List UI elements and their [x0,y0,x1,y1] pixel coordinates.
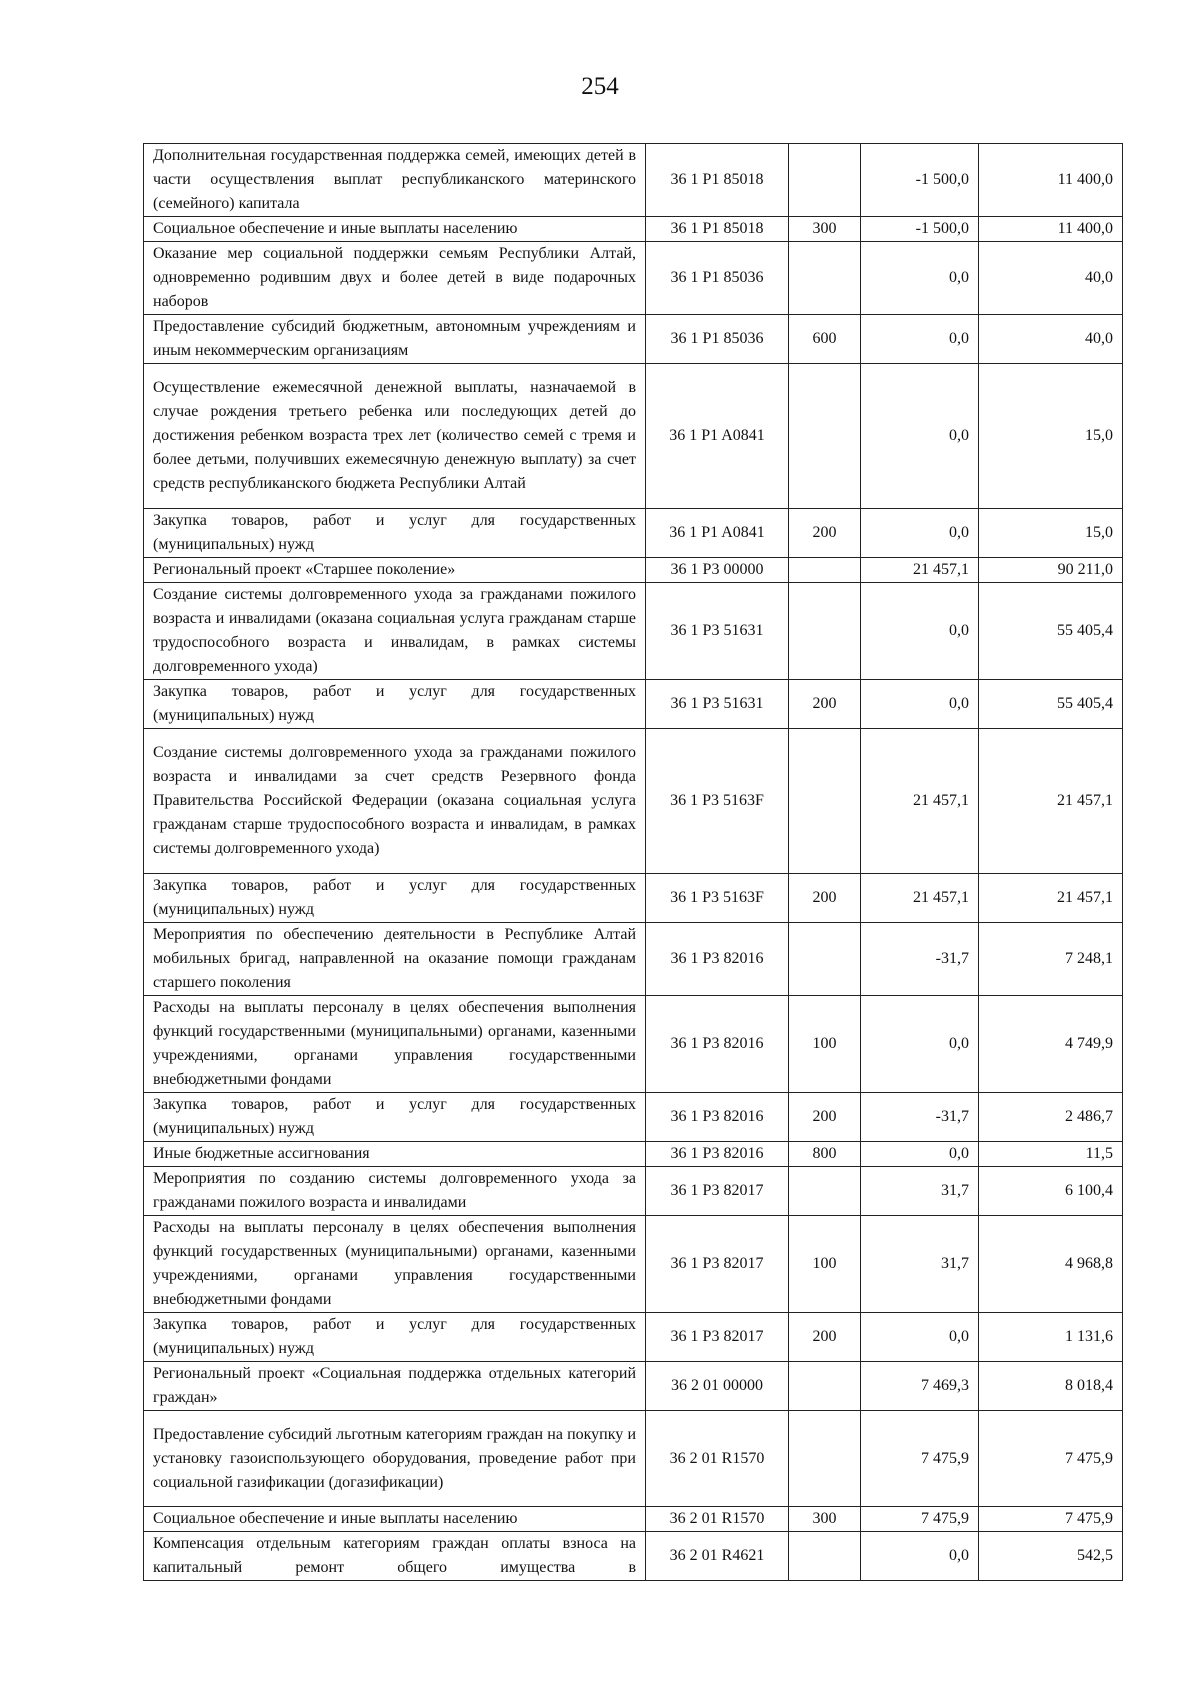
row-expense-type: 100 [789,1216,861,1313]
table-row [144,315,1123,364]
row-total: 7 248,1 [979,923,1123,996]
row-name: Социальное обеспечение и иные выплаты населению [144,217,646,242]
budget-table [143,143,1123,1581]
row-code: 36 1 P3 82016 [646,1142,789,1167]
budget-table-body [144,144,1123,1581]
row-total: 55 405,4 [979,583,1123,680]
row-name: Мероприятия по обеспечению деятельности в Республике Алтай мобильных бригад, направленной на оказание помощи гражданам старшего поколения [144,923,646,996]
row-change: 0,0 [861,1313,979,1362]
row-change: 7 475,9 [861,1411,979,1507]
row-expense-type: 200 [789,680,861,729]
row-total: 40,0 [979,242,1123,315]
row-change: -31,7 [861,923,979,996]
row-code: 36 2 01 R1570 [646,1507,789,1532]
table-row [144,217,1123,242]
row-expense-type: 600 [789,315,861,364]
row-change: 0,0 [861,1142,979,1167]
table-row [144,1216,1123,1313]
row-total: 21 457,1 [979,874,1123,923]
row-code: 36 1 P1 85018 [646,144,789,217]
row-expense-type [789,583,861,680]
row-code: 36 1 P3 82016 [646,923,789,996]
row-total: 11 400,0 [979,144,1123,217]
row-code: 36 1 P3 51631 [646,583,789,680]
row-total: 11 400,0 [979,217,1123,242]
row-total: 7 475,9 [979,1507,1123,1532]
row-expense-type: 300 [789,1507,861,1532]
row-expense-type [789,1411,861,1507]
row-expense-type [789,1167,861,1216]
row-change: 0,0 [861,1532,979,1581]
row-code: 36 1 P1 85036 [646,315,789,364]
row-name: Создание системы долговременного ухода за гражданами пожилого возраста и инвалидами за счет средств Резервного фонда Правительства Российской Федерации (оказана социальная услуга гражданам старше трудоспособного возраста и инвалидам, в рамках системы долговременного ухода) [144,729,646,874]
row-total: 11,5 [979,1142,1123,1167]
row-change: 31,7 [861,1216,979,1313]
row-total: 6 100,4 [979,1167,1123,1216]
row-code: 36 1 P3 82017 [646,1216,789,1313]
row-name: Мероприятия по созданию системы долговременного ухода за гражданами пожилого возраста и инвалидами [144,1167,646,1216]
row-expense-type: 200 [789,509,861,558]
row-change: -31,7 [861,1093,979,1142]
row-expense-type: 200 [789,874,861,923]
row-change: 21 457,1 [861,729,979,874]
row-expense-type [789,1532,861,1581]
row-name: Региональный проект «Социальная поддержка отдельных категорий граждан» [144,1362,646,1411]
table-row [144,1362,1123,1411]
row-name: Предоставление субсидий бюджетным, автономным учреждениям и иным некоммерческим организациям [144,315,646,364]
row-expense-type: 800 [789,1142,861,1167]
row-change: 0,0 [861,315,979,364]
row-expense-type [789,729,861,874]
page-number: 254 [581,73,619,100]
row-change: 0,0 [861,996,979,1093]
row-code: 36 1 P1 85018 [646,217,789,242]
row-code: 36 1 P3 82016 [646,996,789,1093]
row-expense-type [789,144,861,217]
row-total: 55 405,4 [979,680,1123,729]
row-name: Расходы на выплаты персоналу в целях обеспечения выполнения функций государственными (муниципальными) органами, казенными учреждениями, органами управления государственными внебюджетными фондами [144,996,646,1093]
row-change: -1 500,0 [861,217,979,242]
table-row [144,1411,1123,1507]
row-change: 7 469,3 [861,1362,979,1411]
row-total: 2 486,7 [979,1093,1123,1142]
row-change: -1 500,0 [861,144,979,217]
table-row [144,729,1123,874]
row-name: Закупка товаров, работ и услуг для государственных (муниципальных) нужд [144,1093,646,1142]
row-code: 36 1 P3 51631 [646,680,789,729]
row-total: 4 749,9 [979,996,1123,1093]
row-code: 36 1 P3 5163F [646,874,789,923]
row-total: 21 457,1 [979,729,1123,874]
row-name: Региональный проект «Старшее поколение» [144,558,646,583]
row-code: 36 1 P3 82016 [646,1093,789,1142]
row-expense-type [789,558,861,583]
row-name: Оказание мер социальной поддержки семьям Республики Алтай, одновременно родившим двух и более детей в виде подарочных наборов [144,242,646,315]
table-row [144,1313,1123,1362]
row-code: 36 1 P1 A0841 [646,509,789,558]
table-row [144,1167,1123,1216]
row-expense-type: 200 [789,1093,861,1142]
row-name: Закупка товаров, работ и услуг для государственных (муниципальных) нужд [144,680,646,729]
table-row [144,558,1123,583]
row-change: 31,7 [861,1167,979,1216]
table-row [144,874,1123,923]
row-total: 15,0 [979,509,1123,558]
row-change: 0,0 [861,680,979,729]
table-row [144,144,1123,217]
row-expense-type [789,1362,861,1411]
table-row [144,364,1123,509]
row-name: Закупка товаров, работ и услуг для государственных (муниципальных) нужд [144,1313,646,1362]
row-total: 40,0 [979,315,1123,364]
row-change: 21 457,1 [861,558,979,583]
row-name: Закупка товаров, работ и услуг для государственных (муниципальных) нужд [144,509,646,558]
row-total: 90 211,0 [979,558,1123,583]
table-row [144,923,1123,996]
row-name: Компенсация отдельным категориям граждан оплаты взноса на капитальный ремонт общего имущества в [144,1532,646,1581]
row-code: 36 1 P3 82017 [646,1313,789,1362]
row-expense-type: 300 [789,217,861,242]
row-name: Иные бюджетные ассигнования [144,1142,646,1167]
table-row [144,1142,1123,1167]
table-row [144,509,1123,558]
row-expense-type [789,242,861,315]
row-total: 4 968,8 [979,1216,1123,1313]
row-expense-type: 100 [789,996,861,1093]
row-change: 0,0 [861,364,979,509]
row-expense-type [789,923,861,996]
row-expense-type [789,364,861,509]
table-row [144,242,1123,315]
row-code: 36 2 01 R1570 [646,1411,789,1507]
row-name: Дополнительная государственная поддержка семей, имеющих детей в части осуществления выплат республиканского материнского (семейного) капитала [144,144,646,217]
row-name: Создание системы долговременного ухода за гражданами пожилого возраста и инвалидами (оказана социальная услуга гражданам старше трудоспособного возраста и инвалидам, в рамках системы долговременного ухода) [144,583,646,680]
table-row [144,996,1123,1093]
row-code: 36 2 01 00000 [646,1362,789,1411]
row-expense-type: 200 [789,1313,861,1362]
table-row [144,583,1123,680]
row-total: 7 475,9 [979,1411,1123,1507]
row-total: 15,0 [979,364,1123,509]
row-code: 36 1 P3 5163F [646,729,789,874]
row-change: 21 457,1 [861,874,979,923]
row-name: Социальное обеспечение и иные выплаты населению [144,1507,646,1532]
row-code: 36 1 P1 A0841 [646,364,789,509]
row-change: 0,0 [861,509,979,558]
row-code: 36 1 P3 82017 [646,1167,789,1216]
row-change: 7 475,9 [861,1507,979,1532]
row-total: 542,5 [979,1532,1123,1581]
row-code: 36 1 P3 00000 [646,558,789,583]
table-row [144,680,1123,729]
row-code: 36 1 P1 85036 [646,242,789,315]
row-change: 0,0 [861,242,979,315]
table-row [144,1093,1123,1142]
row-name: Осуществление ежемесячной денежной выплаты, назначаемой в случае рождения третьего ребенка или последующих детей до достижения ребенком возраста трех лет (количество семей с тремя и более детьми, получивших ежемесячную денежную выплату) за счет средств республиканского бюджета Республики Алтай [144,364,646,509]
row-total: 1 131,6 [979,1313,1123,1362]
table-row [144,1532,1123,1581]
row-code: 36 2 01 R4621 [646,1532,789,1581]
row-total: 8 018,4 [979,1362,1123,1411]
row-name: Закупка товаров, работ и услуг для государственных (муниципальных) нужд [144,874,646,923]
row-name: Расходы на выплаты персоналу в целях обеспечения выполнения функций государственных (муниципальными) органами, казенными учреждениями, органами управления государственными внебюджетными фондами [144,1216,646,1313]
row-change: 0,0 [861,583,979,680]
row-name: Предоставление субсидий льготным категориям граждан на покупку и установку газоиспользующего оборудования, проведение работ при социальной газификации (догазификации) [144,1411,646,1507]
table-row [144,1507,1123,1532]
